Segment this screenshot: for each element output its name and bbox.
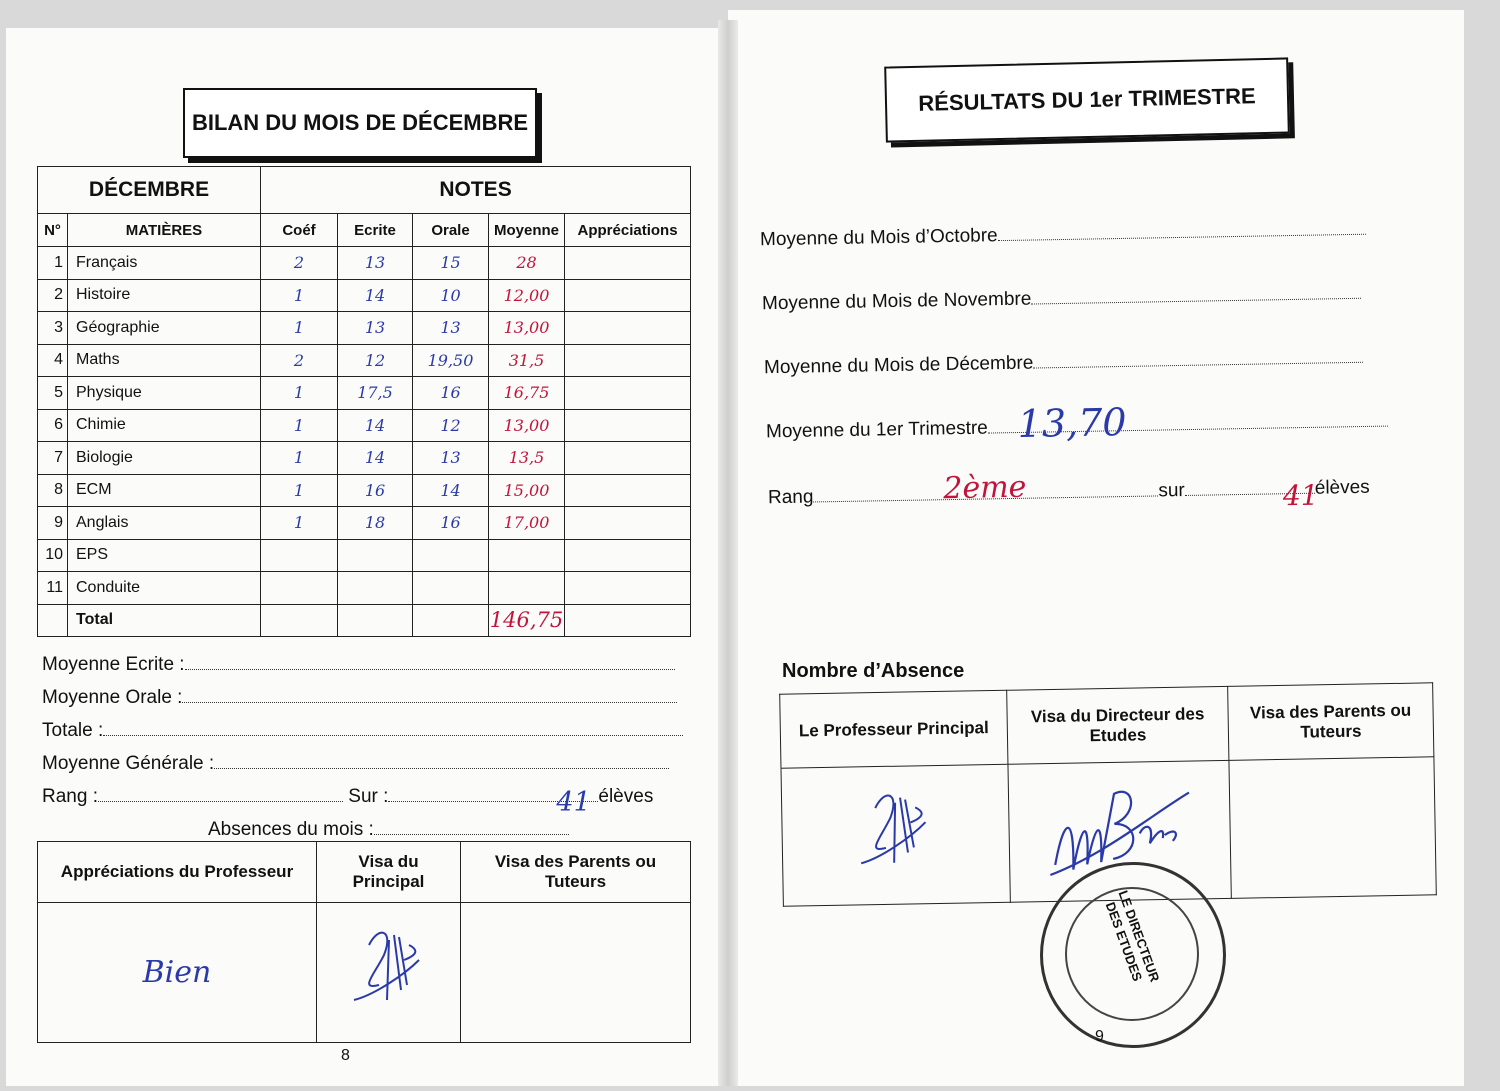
decembre-label: Moyenne du Mois de Décembre (763, 352, 1034, 379)
orale-value (413, 539, 489, 572)
left-sur-value: 41 (556, 787, 591, 818)
appreciation-value (565, 442, 691, 475)
table-row (38, 247, 691, 280)
appreciation-value (565, 247, 691, 280)
col-header-orale: Orale (413, 214, 489, 247)
ecrite-value: 14 (338, 442, 413, 475)
ecrite-value: 12 (338, 344, 413, 377)
appreciation-value (565, 377, 691, 410)
orale-value (413, 572, 489, 605)
col-header-appreciations: Appréciations (565, 214, 691, 247)
moyenne-ecrite-label: Moyenne Ecrite : (42, 654, 185, 675)
moyenne-value: 15,00 (489, 474, 565, 507)
moyenne-generale-line (42, 753, 669, 775)
total-value: 146,75 (489, 604, 565, 637)
professeur-signature (855, 777, 937, 888)
table-row (38, 507, 691, 540)
row-number: 3 (38, 312, 68, 345)
moyenne-value: 17,00 (489, 507, 565, 540)
coef-value (261, 539, 338, 572)
orale-value: 15 (413, 247, 489, 280)
row-number: 10 (38, 539, 68, 572)
row-number: 1 (38, 247, 68, 280)
coef-value: 2 (261, 247, 338, 280)
row-number: 2 (38, 279, 68, 312)
grades-table (37, 166, 691, 637)
ecrite-value: 13 (338, 247, 413, 280)
visa-parents-header: Visa des Parents ou Tuteurs (461, 842, 691, 903)
coef-value: 1 (261, 507, 338, 540)
novembre-label: Moyenne du Mois de Novembre (761, 288, 1032, 315)
parents-signature-cell (461, 903, 691, 1043)
absences-label: Absences du mois : (208, 819, 374, 840)
ecrite-value: 18 (338, 507, 413, 540)
orale-value: 12 (413, 409, 489, 442)
right-visa-parents-header: Visa des Parents ou Tuteurs (1228, 683, 1434, 761)
official-stamp (1040, 862, 1226, 1048)
orale-value: 19,50 (413, 344, 489, 377)
professor-comment-cell (38, 903, 317, 1043)
table-row (38, 377, 691, 410)
appreciation-value (565, 409, 691, 442)
rang-line (42, 786, 654, 818)
octobre-label: Moyenne du Mois d’Octobre (759, 225, 998, 251)
table-row (38, 344, 691, 377)
professeur-principal-header: Le Professeur Principal (780, 690, 1008, 768)
ecrite-value: 16 (338, 474, 413, 507)
moyenne-value (489, 572, 565, 605)
left-page-number: 8 (341, 1047, 350, 1064)
coef-value (261, 572, 338, 605)
col-header-moyenne: Moyenne (489, 214, 565, 247)
visa-principal-header: Visa du Principal (317, 842, 461, 903)
appreciation-value (565, 539, 691, 572)
ecrite-value (338, 539, 413, 572)
right-title: RÉSULTATS DU 1er TRIMESTRE (918, 83, 1256, 116)
row-number: 5 (38, 377, 68, 410)
right-sur-label: sur (1158, 479, 1185, 502)
moyenne-value: 13,5 (489, 442, 565, 475)
right-page-number: 9 (1095, 1028, 1104, 1045)
absences-line (208, 819, 569, 841)
moyenne-orale-line (42, 687, 677, 709)
appreciation-value (565, 344, 691, 377)
coef-value: 1 (261, 474, 338, 507)
coef-value: 1 (261, 279, 338, 312)
col-header-ecrite: Ecrite (338, 214, 413, 247)
coef-value: 1 (261, 409, 338, 442)
totale-label: Totale : (42, 720, 104, 741)
professeur-signature-cell (781, 764, 1010, 906)
left-title: BILAN DU MOIS DE DÉCEMBRE (191, 110, 529, 135)
row-number: 4 (38, 344, 68, 377)
rang-value: 2ème (943, 469, 1027, 507)
row-number: 11 (38, 572, 68, 605)
ecrite-value (338, 572, 413, 605)
row-number: 6 (38, 409, 68, 442)
orale-value: 13 (413, 442, 489, 475)
right-sur-value: 41 (1282, 478, 1319, 513)
moyenne-value: 16,75 (489, 377, 565, 410)
appreciation-value (565, 474, 691, 507)
appreciations-professeur-header: Appréciations du Professeur (38, 842, 317, 903)
table-row (38, 474, 691, 507)
right-eleves-label: élèves (1314, 476, 1370, 499)
stamp-text: LE DIRECTEUR DES ETUDES (1102, 888, 1163, 984)
orale-value: 16 (413, 507, 489, 540)
subject-name: Physique (68, 377, 261, 410)
subject-name: Français (68, 247, 261, 280)
subject-name: ECM (68, 474, 261, 507)
moyenne-value: 28 (489, 247, 565, 280)
professor-comment: Bien (142, 955, 212, 990)
coef-value: 2 (261, 344, 338, 377)
subject-name: Conduite (68, 572, 261, 605)
moyenne-ecrite-line (42, 654, 675, 676)
moyenne-value (489, 539, 565, 572)
trimestre-label: Moyenne du 1er Trimestre (765, 417, 988, 443)
subject-name: Histoire (68, 279, 261, 312)
table-row (38, 279, 691, 312)
orale-value: 14 (413, 474, 489, 507)
orale-value: 10 (413, 279, 489, 312)
row-number: 9 (38, 507, 68, 540)
notes-header: NOTES (261, 167, 691, 214)
subject-name: Anglais (68, 507, 261, 540)
col-header-matieres: MATIÈRES (68, 214, 261, 247)
col-header-coef: Coéf (261, 214, 338, 247)
totale-line (42, 720, 683, 742)
principal-signature (349, 915, 429, 1025)
ecrite-value: 14 (338, 409, 413, 442)
orale-value: 13 (413, 312, 489, 345)
principal-signature-cell (317, 903, 461, 1043)
row-number: 8 (38, 474, 68, 507)
moyenne-value: 31,5 (489, 344, 565, 377)
subject-name: EPS (68, 539, 261, 572)
ecrite-value: 14 (338, 279, 413, 312)
table-row (38, 572, 691, 605)
ecrite-value: 17,5 (338, 377, 413, 410)
sur-label: Sur : (348, 786, 389, 807)
left-visa-table (37, 841, 691, 1043)
trimestre-value: 13,70 (1017, 400, 1127, 447)
book-spine (718, 20, 738, 1086)
coef-value: 1 (261, 377, 338, 410)
right-title-box (884, 57, 1290, 142)
moyenne-orale-label: Moyenne Orale : (42, 687, 183, 708)
ecrite-value: 13 (338, 312, 413, 345)
appreciation-value (565, 507, 691, 540)
subject-name: Maths (68, 344, 261, 377)
orale-value: 16 (413, 377, 489, 410)
coef-value: 1 (261, 442, 338, 475)
visa-directeur-header: Visa du Directeur des Etudes (1007, 686, 1229, 764)
month-header: DÉCEMBRE (38, 167, 261, 214)
moyenne-value: 13,00 (489, 312, 565, 345)
col-header-num: N° (38, 214, 68, 247)
appreciation-value (565, 279, 691, 312)
row-number: 7 (38, 442, 68, 475)
coef-value: 1 (261, 312, 338, 345)
appreciation-value (565, 312, 691, 345)
rang-label: Rang : (42, 786, 98, 807)
moyenne-value: 12,00 (489, 279, 565, 312)
appreciation-value (565, 572, 691, 605)
grade-rows (38, 247, 691, 605)
eleves-label: élèves (598, 786, 654, 807)
moyenne-value: 13,00 (489, 409, 565, 442)
left-title-box (183, 88, 537, 158)
subject-name: Chimie (68, 409, 261, 442)
table-row (38, 442, 691, 475)
right-rang-label: Rang (767, 486, 814, 509)
moyenne-generale-label: Moyenne Générale : (42, 753, 215, 774)
right-parents-signature-cell (1229, 757, 1436, 899)
subject-name: Biologie (68, 442, 261, 475)
total-label: Total (68, 604, 261, 637)
table-row (38, 539, 691, 572)
subject-name: Géographie (68, 312, 261, 345)
absence-label: Nombre d’Absence (782, 660, 965, 682)
table-row (38, 409, 691, 442)
table-row (38, 312, 691, 345)
